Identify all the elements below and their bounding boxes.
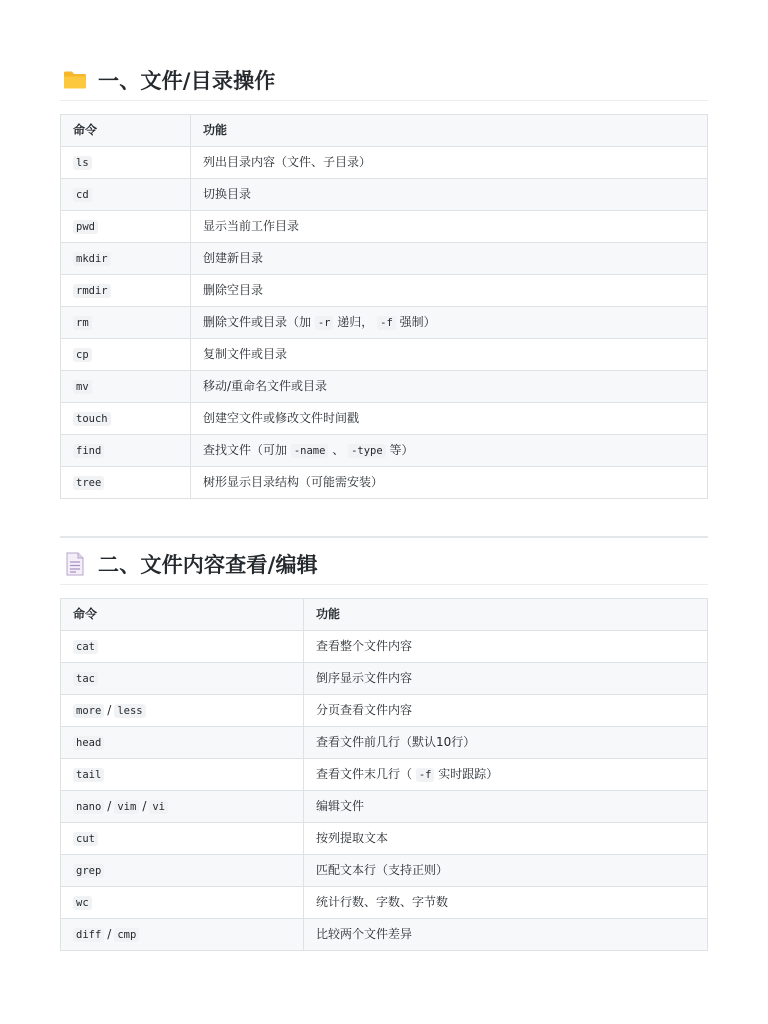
table-row — [61, 662, 708, 694]
command-cell — [61, 242, 191, 274]
inline-code: grep — [73, 864, 104, 878]
section-file-content-view-edit — [60, 546, 708, 951]
description-text: 、 — [328, 442, 349, 457]
table-row — [61, 758, 708, 790]
description-text: 查看文件前几行（默认10行） — [316, 735, 476, 750]
description-text: 显示当前工作目录 — [203, 219, 300, 234]
section-title: 二、文件内容查看/编辑 — [98, 553, 318, 577]
command-cell — [61, 694, 304, 726]
header-command: 命令 — [61, 115, 191, 147]
table-row — [61, 402, 708, 434]
table-row — [61, 178, 708, 210]
inline-code: tail — [73, 768, 104, 782]
table-row — [61, 854, 708, 886]
inline-code: cp — [73, 348, 92, 362]
inline-code: diff — [73, 928, 104, 942]
table-header-row — [61, 115, 708, 147]
command-cell — [61, 306, 191, 338]
table-header-row — [61, 599, 708, 631]
command-cell — [61, 370, 191, 402]
function-cell — [304, 854, 708, 886]
inline-code: more — [73, 704, 104, 718]
table-body — [61, 146, 708, 498]
table-row — [61, 146, 708, 178]
inline-code: rmdir — [73, 284, 111, 298]
function-cell — [191, 306, 708, 338]
table-row — [61, 210, 708, 242]
function-cell — [304, 726, 708, 758]
command-cell — [61, 918, 304, 950]
description-text: 查找文件（可加 — [203, 442, 291, 457]
header-command: 命令 — [61, 599, 304, 631]
inline-code: -type — [348, 444, 386, 458]
table-row — [61, 694, 708, 726]
function-cell — [191, 370, 708, 402]
inline-code: mkdir — [73, 252, 111, 266]
table-row — [61, 306, 708, 338]
description-text: 递归， — [333, 314, 378, 329]
inline-code: rm — [73, 316, 92, 330]
command-cell — [61, 822, 304, 854]
function-cell — [191, 242, 708, 274]
document-icon — [62, 552, 88, 576]
inline-code: mv — [73, 380, 92, 394]
description-text: 列出目录内容（文件、子目录） — [203, 155, 372, 170]
description-text: 删除空目录 — [203, 283, 264, 298]
separator-text: / — [107, 926, 112, 941]
command-cell — [61, 726, 304, 758]
section-divider — [60, 536, 708, 538]
description-text: 移动/重命名文件或目录 — [203, 379, 328, 394]
folder-icon — [62, 68, 88, 92]
command-cell — [61, 790, 304, 822]
description-text: 匹配文本行（支持正则） — [316, 863, 449, 878]
function-cell — [304, 662, 708, 694]
command-cell — [61, 886, 304, 918]
section-heading — [60, 546, 708, 585]
function-cell — [304, 822, 708, 854]
table-row — [61, 918, 708, 950]
table-row — [61, 242, 708, 274]
command-cell — [61, 434, 191, 466]
inline-code: find — [73, 444, 104, 458]
table-row — [61, 790, 708, 822]
inline-code: -r — [315, 316, 334, 330]
function-cell — [304, 918, 708, 950]
inline-code: cat — [73, 640, 98, 654]
section-heading — [60, 62, 708, 101]
description-text: 创建新目录 — [203, 251, 264, 266]
function-cell — [191, 210, 708, 242]
inline-code: -f — [416, 768, 435, 782]
command-cell — [61, 338, 191, 370]
commands-table — [60, 114, 708, 499]
table-row — [61, 370, 708, 402]
command-cell — [61, 146, 191, 178]
command-cell — [61, 274, 191, 306]
description-text: 编辑文件 — [316, 799, 365, 814]
description-text: 按列提取文本 — [316, 831, 389, 846]
inline-code: tree — [73, 476, 104, 490]
header-function: 功能 — [191, 115, 708, 147]
description-text: 等） — [385, 442, 414, 457]
description-text: 比较两个文件差异 — [316, 927, 413, 942]
description-text: 删除文件或目录（加 — [203, 314, 315, 329]
command-cell — [61, 210, 191, 242]
command-cell — [61, 630, 304, 662]
command-cell — [61, 402, 191, 434]
function-cell — [304, 758, 708, 790]
description-text: 树形显示目录结构（可能需安装） — [203, 475, 384, 490]
description-text: 查看整个文件内容 — [316, 639, 413, 654]
table-row — [61, 338, 708, 370]
command-cell — [61, 178, 191, 210]
separator-text: / — [142, 798, 147, 813]
table-row — [61, 886, 708, 918]
function-cell — [191, 178, 708, 210]
inline-code: -f — [377, 316, 396, 330]
function-cell — [304, 630, 708, 662]
inline-code: ls — [73, 156, 92, 170]
description-text: 分页查看文件内容 — [316, 703, 413, 718]
header-function: 功能 — [304, 599, 708, 631]
inline-code: -name — [291, 444, 329, 458]
description-text: 统计行数、字数、字节数 — [316, 895, 449, 910]
command-cell — [61, 854, 304, 886]
table-row — [61, 466, 708, 498]
function-cell — [304, 790, 708, 822]
table-body — [61, 630, 708, 950]
inline-code: vi — [149, 800, 168, 814]
inline-code: cmp — [114, 928, 139, 942]
function-cell — [191, 274, 708, 306]
inline-code: pwd — [73, 220, 98, 234]
table-row — [61, 434, 708, 466]
function-cell — [304, 694, 708, 726]
table-row — [61, 630, 708, 662]
inline-code: cd — [73, 188, 92, 202]
description-text: 实时跟踪） — [434, 766, 499, 781]
function-cell — [191, 466, 708, 498]
function-cell — [191, 402, 708, 434]
description-text: 切换目录 — [203, 187, 252, 202]
inline-code: touch — [73, 412, 111, 426]
function-cell — [191, 146, 708, 178]
inline-code: tac — [73, 672, 98, 686]
function-cell — [304, 886, 708, 918]
inline-code: vim — [114, 800, 139, 814]
description-text: 查看文件末几行（ — [316, 766, 416, 781]
command-cell — [61, 662, 304, 694]
description-text: 创建空文件或修改文件时间戳 — [203, 411, 360, 426]
function-cell — [191, 338, 708, 370]
inline-code: wc — [73, 896, 92, 910]
command-cell — [61, 466, 191, 498]
table-row — [61, 726, 708, 758]
separator-text: / — [107, 702, 112, 717]
command-cell — [61, 758, 304, 790]
description-text: 复制文件或目录 — [203, 347, 288, 362]
inline-code: head — [73, 736, 104, 750]
commands-table — [60, 598, 708, 951]
function-cell — [191, 434, 708, 466]
section-title: 一、文件/目录操作 — [98, 69, 276, 93]
description-text: 倒序显示文件内容 — [316, 671, 413, 686]
inline-code: cut — [73, 832, 98, 846]
table-row — [61, 822, 708, 854]
inline-code: less — [114, 704, 145, 718]
description-text: 强制） — [395, 314, 436, 329]
table-row — [61, 274, 708, 306]
section-file-directory-operations — [60, 62, 708, 499]
inline-code: nano — [73, 800, 104, 814]
separator-text: / — [107, 798, 112, 813]
